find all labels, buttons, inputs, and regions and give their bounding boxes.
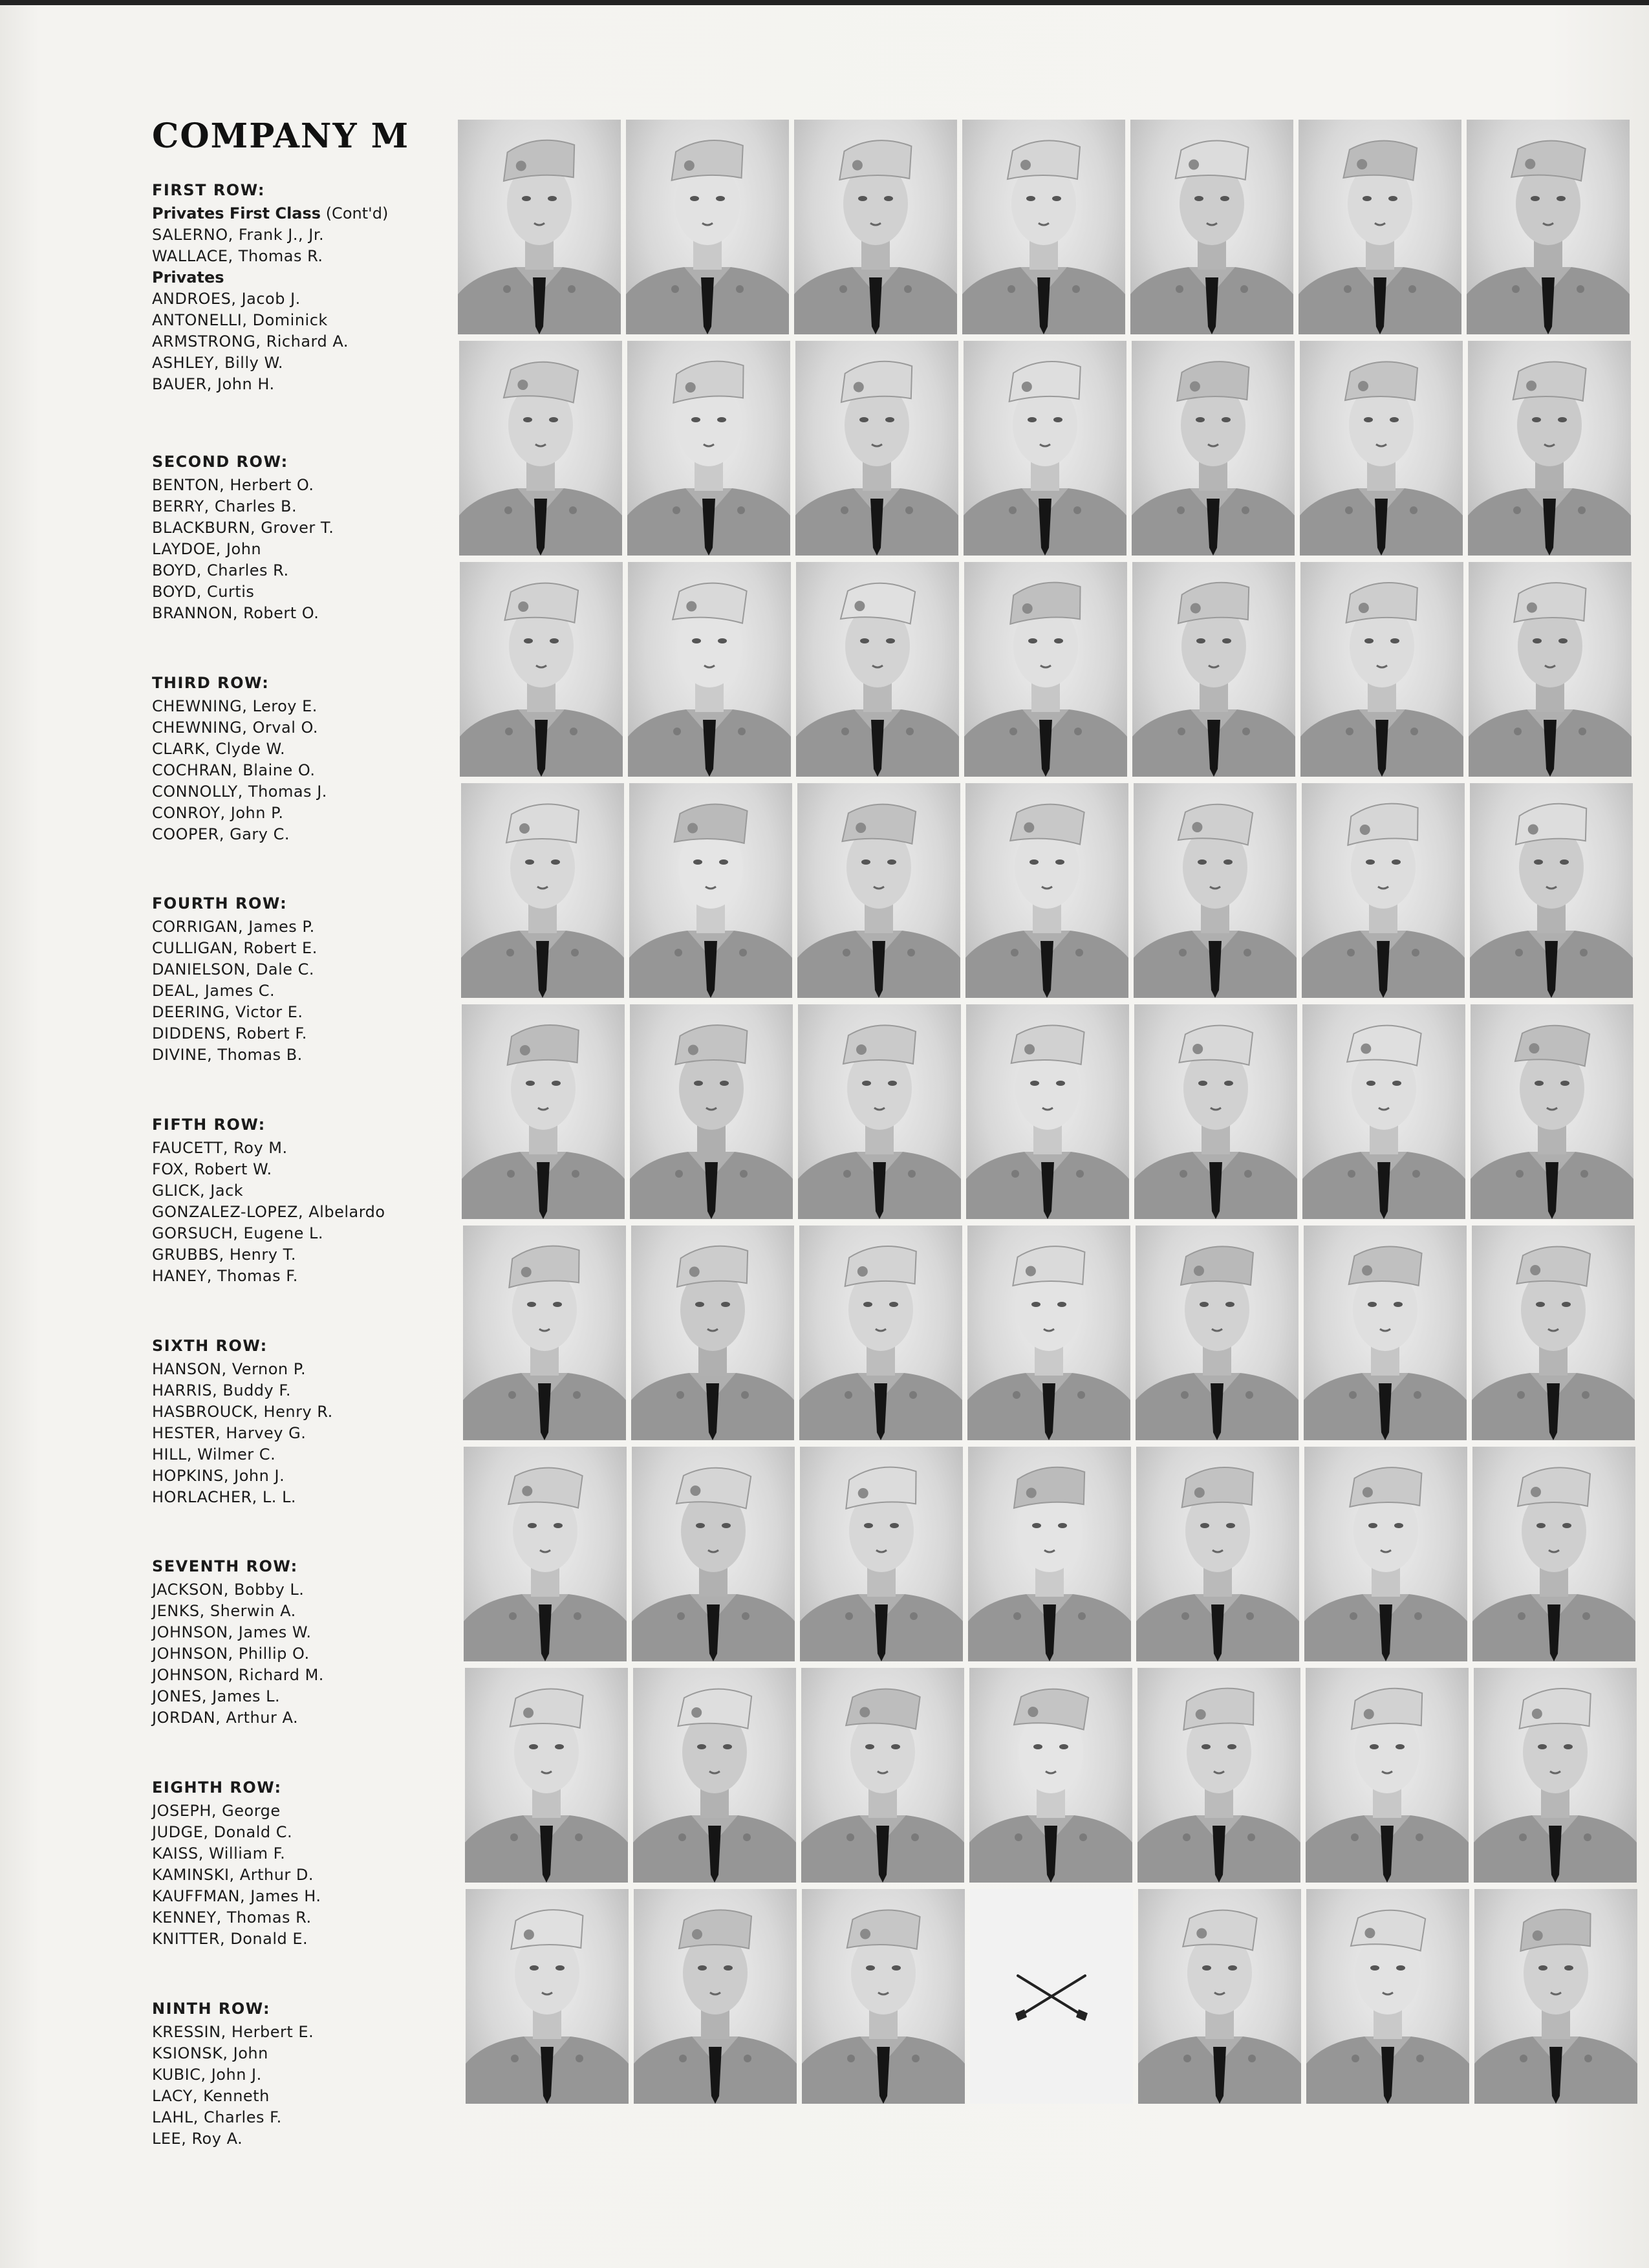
- roster-name: DEAL, James C.: [152, 982, 275, 1000]
- roster-name: CHEWNING, Orval O.: [152, 718, 319, 737]
- roster-name: COCHRAN, Blaine O.: [152, 761, 316, 779]
- portrait-photo: [628, 562, 791, 777]
- portrait-photo: [968, 1447, 1131, 1661]
- portrait-photo: [1299, 120, 1461, 334]
- row-heading: FIFTH ROW:: [152, 1116, 266, 1134]
- crossed-rifles-icon: [1013, 1971, 1090, 2022]
- portrait-photo: [634, 1889, 797, 2104]
- portrait-photo: [629, 783, 792, 998]
- portrait-photo: [1134, 783, 1297, 998]
- portrait-photo: [1132, 341, 1295, 556]
- roster-name: JUDGE, Donald C.: [152, 1823, 293, 1841]
- roster-name: BENTON, Herbert O.: [152, 476, 314, 494]
- portrait-photo: [794, 120, 957, 334]
- roster-column: [152, 116, 462, 2148]
- portrait-photo: [459, 341, 622, 556]
- roster-name: HASBROUCK, Henry R.: [152, 1403, 333, 1421]
- roster-name: BERRY, Charles B.: [152, 497, 297, 515]
- portrait-photo: [633, 1668, 796, 1883]
- portrait-photo: [465, 1668, 628, 1883]
- roster-block: [152, 674, 462, 845]
- portrait-photo: [1304, 1447, 1467, 1661]
- roster-name: KAUFFMAN, James H.: [152, 1887, 321, 1905]
- row-heading: FOURTH ROW:: [152, 894, 288, 913]
- portrait-photo: [1469, 562, 1632, 777]
- portrait-photo: [966, 1004, 1129, 1219]
- photo-grid: [458, 120, 1632, 2137]
- portrait-photo: [1130, 120, 1293, 334]
- roster-name: HESTER, Harvey G.: [152, 1424, 307, 1442]
- portrait-photo: [796, 562, 959, 777]
- row-heading: EIGHTH ROW:: [152, 1778, 282, 1797]
- roster-name: JACKSON, Bobby L.: [152, 1581, 305, 1599]
- portrait-photo: [799, 1226, 962, 1440]
- portrait-photo: [1300, 341, 1463, 556]
- portrait-photo: [627, 341, 790, 556]
- roster-name: ANTONELLI, Dominick: [152, 311, 328, 329]
- roster-name: HANEY, Thomas F.: [152, 1267, 298, 1285]
- portrait-photo: [1136, 1447, 1299, 1661]
- portrait-photo: [1302, 1004, 1465, 1219]
- roster-name: KUBIC, John J.: [152, 2066, 262, 2084]
- roster-name: JOHNSON, Phillip O.: [152, 1645, 310, 1663]
- rank-label: [152, 267, 462, 288]
- roster-name: ARMSTRONG, Richard A.: [152, 332, 349, 351]
- portrait-photo: [1132, 562, 1295, 777]
- roster-name: DIVINE, Thomas B.: [152, 1046, 303, 1064]
- portrait-photo: [795, 341, 958, 556]
- page-edge-shadow: [0, 0, 1649, 5]
- roster-block: [152, 2000, 462, 2150]
- roster-block: [152, 1778, 462, 1950]
- roster-name: CLARK, Clyde W.: [152, 740, 286, 758]
- row-heading: FIRST ROW:: [152, 181, 266, 199]
- rank-label-text: Privates First Class: [152, 204, 321, 222]
- roster-block: [152, 1337, 462, 1508]
- roster-name: HARRIS, Buddy F.: [152, 1381, 291, 1399]
- roster-name: HORLACHER, L. L.: [152, 1488, 297, 1506]
- portrait-photo: [969, 1668, 1132, 1883]
- portrait-photo: [797, 783, 960, 998]
- roster-name: LEE, Roy A.: [152, 2130, 243, 2148]
- portrait-photo: [1474, 1889, 1637, 2104]
- roster-name: BAUER, John H.: [152, 375, 275, 393]
- row-heading: SECOND ROW:: [152, 453, 288, 471]
- portrait-photo: [1467, 120, 1630, 334]
- portrait-photo: [1474, 1668, 1637, 1883]
- roster-name: BOYD, Curtis: [152, 583, 255, 601]
- roster-name: GRUBBS, Henry T.: [152, 1246, 297, 1264]
- portrait-photo: [1306, 1889, 1469, 2104]
- rank-label-suffix: (Cont'd): [321, 204, 389, 222]
- portrait-photo: [1300, 562, 1463, 777]
- roster-name: KRESSIN, Herbert E.: [152, 2023, 314, 2041]
- roster-name: KAMINSKI, Arthur D.: [152, 1866, 314, 1884]
- roster-name: CONROY, John P.: [152, 804, 284, 822]
- roster-name: SALERNO, Frank J., Jr.: [152, 226, 325, 244]
- roster-name: HOPKINS, John J.: [152, 1467, 285, 1485]
- portrait-photo: [798, 1004, 961, 1219]
- roster-name: LACY, Kenneth: [152, 2087, 270, 2105]
- insignia-cell: [970, 1889, 1133, 2104]
- roster-block: [152, 181, 462, 395]
- roster-name: DEERING, Victor E.: [152, 1003, 303, 1021]
- portrait-photo: [460, 562, 623, 777]
- roster-name: LAYDOE, John: [152, 540, 262, 558]
- portrait-photo: [630, 1004, 793, 1219]
- roster-name: CORRIGAN, James P.: [152, 918, 315, 936]
- portrait-photo: [802, 1889, 965, 2104]
- roster-name: KAISS, William F.: [152, 1844, 286, 1863]
- portrait-photo: [1472, 1447, 1635, 1661]
- roster-name: ASHLEY, Billy W.: [152, 354, 284, 372]
- roster-name: ANDROES, Jacob J.: [152, 290, 301, 308]
- roster-name: JONES, James L.: [152, 1687, 281, 1705]
- portrait-photo: [801, 1668, 964, 1883]
- roster-name: BOYD, Charles R.: [152, 561, 289, 579]
- roster-name: KSIONSK, John: [152, 2044, 268, 2062]
- portrait-photo: [463, 1226, 626, 1440]
- roster-block: [152, 453, 462, 624]
- roster-name: KNITTER, Donald E.: [152, 1930, 308, 1948]
- portrait-photo: [1304, 1226, 1467, 1440]
- portrait-photo: [800, 1447, 963, 1661]
- roster-name: FOX, Robert W.: [152, 1160, 272, 1178]
- roster-block: [152, 894, 462, 1066]
- row-heading: THIRD ROW:: [152, 674, 270, 692]
- roster-name: BRANNON, Robert O.: [152, 604, 319, 622]
- roster-name: KENNEY, Thomas R.: [152, 1908, 312, 1927]
- roster-name: GORSUCH, Eugene L.: [152, 1224, 324, 1242]
- roster-name: JOHNSON, James W.: [152, 1623, 312, 1641]
- roster-name: CULLIGAN, Robert E.: [152, 939, 318, 957]
- roster-name: CHEWNING, Leroy E.: [152, 697, 318, 715]
- roster-name: WALLACE, Thomas R.: [152, 247, 323, 265]
- roster-name: LAHL, Charles F.: [152, 2108, 282, 2126]
- roster-name: HILL, Wilmer C.: [152, 1445, 276, 1463]
- portrait-photo: [1470, 783, 1633, 998]
- portrait-photo: [626, 120, 789, 334]
- roster-name: JOSEPH, George: [152, 1802, 281, 1820]
- portrait-photo: [1306, 1668, 1469, 1883]
- portrait-photo: [1468, 341, 1631, 556]
- portrait-photo: [965, 783, 1128, 998]
- roster-name: FAUCETT, Roy M.: [152, 1139, 288, 1157]
- rank-label-text: Privates: [152, 268, 224, 286]
- roster-name: COOPER, Gary C.: [152, 825, 290, 843]
- roster-name: BLACKBURN, Grover T.: [152, 519, 334, 537]
- portrait-photo: [466, 1889, 629, 2104]
- portrait-photo: [964, 562, 1127, 777]
- portrait-photo: [462, 1004, 625, 1219]
- roster-name: DIDDENS, Robert F.: [152, 1024, 307, 1042]
- company-title: COMPANY M: [152, 116, 410, 156]
- row-heading: NINTH ROW:: [152, 2000, 271, 2018]
- portrait-photo: [1472, 1226, 1635, 1440]
- roster-name: JENKS, Sherwin A.: [152, 1602, 296, 1620]
- portrait-photo: [631, 1226, 794, 1440]
- portrait-photo: [1471, 1004, 1633, 1219]
- roster-name: CONNOLLY, Thomas J.: [152, 783, 327, 801]
- portrait-photo: [962, 120, 1125, 334]
- portrait-photo: [1302, 783, 1465, 998]
- row-heading: SIXTH ROW:: [152, 1337, 268, 1355]
- portrait-photo: [461, 783, 624, 998]
- roster-name: JORDAN, Arthur A.: [152, 1709, 299, 1727]
- portrait-photo: [464, 1447, 627, 1661]
- portrait-photo: [1136, 1226, 1299, 1440]
- portrait-photo: [1137, 1668, 1300, 1883]
- roster-name: HANSON, Vernon P.: [152, 1360, 307, 1378]
- roster-block: [152, 1116, 462, 1287]
- rank-label: [152, 203, 462, 224]
- row-heading: SEVENTH ROW:: [152, 1557, 298, 1575]
- portrait-photo: [964, 341, 1126, 556]
- portrait-photo: [1138, 1889, 1301, 2104]
- portrait-photo: [458, 120, 621, 334]
- roster-block: [152, 1557, 462, 1729]
- portrait-photo: [1134, 1004, 1297, 1219]
- roster-name: GONZALEZ-LOPEZ, Albelardo: [152, 1203, 385, 1221]
- roster-name: GLICK, Jack: [152, 1182, 244, 1200]
- roster-name: JOHNSON, Richard M.: [152, 1666, 324, 1684]
- roster-name: DANIELSON, Dale C.: [152, 960, 315, 978]
- portrait-photo: [967, 1226, 1130, 1440]
- portrait-photo: [632, 1447, 795, 1661]
